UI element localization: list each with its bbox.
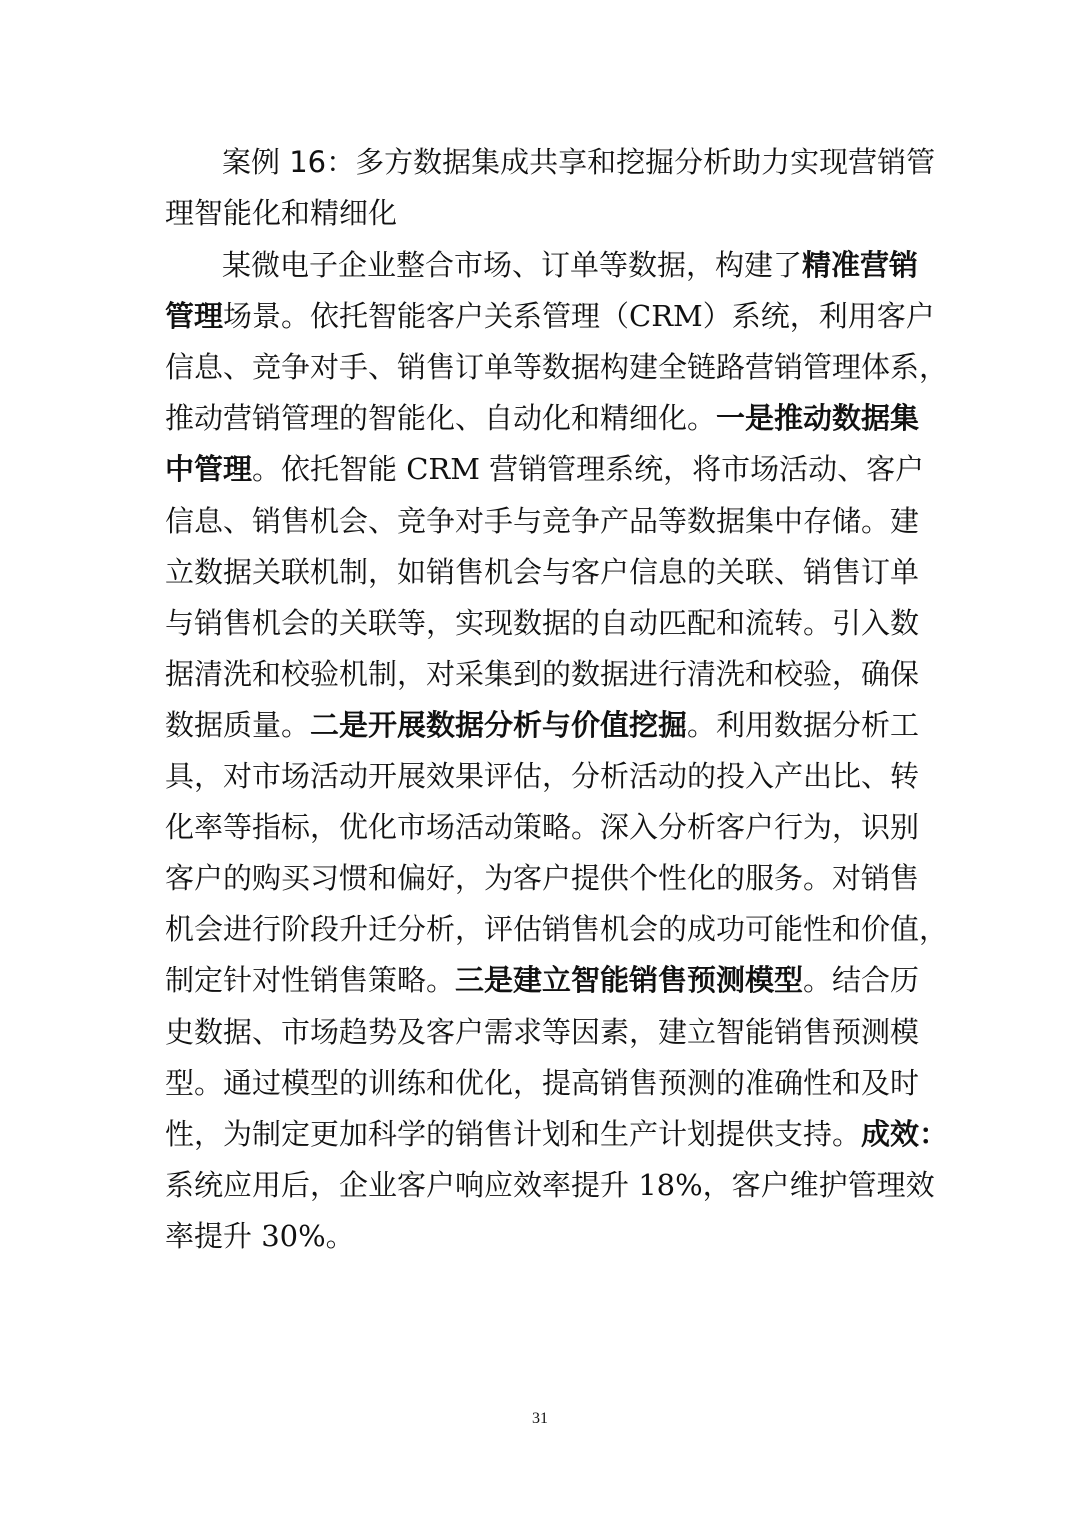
body-text-line (165, 1109, 949, 1159)
text-run: 型。通过模型的训练和优化，提高销售预测的准确性和及时 (165, 1065, 920, 1100)
text-run: 推动营销管理的智能化、自动化和精细化。 (165, 401, 717, 436)
body-text-line (165, 342, 949, 392)
text-run: 机会进行阶段升迁分析，评估销售机会的成功可能性和价值， (165, 912, 949, 947)
text-run: 据清洗和校验机制，对采集到的数据进行清洗和校验，确保 (165, 656, 920, 691)
text-run: 与销售机会的关联等，实现数据的自动匹配和流转。引入数 (165, 605, 920, 640)
body-text-line (165, 904, 949, 954)
text-run: 信息、竞争对手、销售订单等数据构建全链路营销管理体系， (165, 350, 949, 385)
text-run: 具，对市场活动开展效果评估，分析活动的投入产出比、转 (165, 759, 920, 793)
emphasized-text: 二是开展数据分析与价值挖掘 (310, 707, 688, 742)
text-run: 信息、销售机会、竞争对手与竞争产品等数据集中存储。建 (165, 503, 920, 538)
text-run: 场景。依托智能客户关系管理（CRM）系统，利用客户 (223, 299, 935, 334)
text-run: 化率等指标，优化市场活动策略。深入分析客户行为，识别 (165, 810, 920, 845)
body-text-line (165, 853, 920, 903)
text-run: 客户的购买习惯和偏好，为客户提供个性化的服务。对销售 (165, 861, 920, 896)
text-run: 率提升 30%。 (165, 1218, 355, 1253)
body-text-line (165, 598, 920, 648)
emphasized-text: 管理 (165, 299, 224, 334)
text-run: 某微电子企业整合市场、订单等数据，构建了 (222, 248, 803, 282)
text-run: 史数据、市场趋势及客户需求等因素，建立智能销售预测模 (165, 1014, 920, 1049)
text-run: 。依托智能 CRM 营销管理系统，将市场活动、客户 (252, 452, 925, 487)
text-run: 。利用数据分析工 (687, 707, 920, 742)
text-run: 系统应用后，企业客户响应效率提升 18%，客户维护管理效 (165, 1167, 935, 1202)
body-text-line (165, 1160, 935, 1210)
page-number: 31 (532, 1410, 548, 1427)
body-text-line (165, 291, 935, 341)
text-run: 制定针对性销售策略。 (165, 963, 456, 998)
body-text-line (165, 1058, 920, 1108)
text-run: 数据质量。 (165, 707, 311, 742)
emphasized-text: 三是建立智能销售预测模型 (455, 963, 804, 998)
body-text-line (165, 955, 920, 1005)
body-text-line (165, 1007, 920, 1057)
emphasized-text: 成效： (861, 1116, 949, 1151)
case-title-line-2: 理智能化和精细化 (165, 196, 398, 230)
text-run: 性，为制定更加科学的销售计划和生产计划提供支持。 (165, 1116, 862, 1151)
body-text-line (165, 751, 920, 801)
emphasized-text: 精准营销 (802, 248, 919, 282)
body-text-line (165, 547, 920, 597)
body-text-line (165, 700, 920, 750)
body-text-line (165, 802, 920, 852)
case-title-line-1: 案例 16：多方数据集成共享和挖掘分析助力实现营销管 (222, 145, 936, 179)
body-text-line (165, 649, 920, 699)
text-run: 立数据关联机制，如销售机会与客户信息的关联、销售订单 (165, 554, 920, 589)
body-text-line (165, 496, 920, 546)
text-run: 。结合历 (803, 963, 920, 998)
emphasized-text: 一是推动数据集 (716, 401, 920, 436)
body-text-line (165, 1211, 915, 1261)
emphasized-text: 中管理 (165, 452, 253, 487)
body-text-line (222, 240, 919, 290)
body-text-line (165, 444, 925, 494)
body-text-line (165, 393, 920, 443)
